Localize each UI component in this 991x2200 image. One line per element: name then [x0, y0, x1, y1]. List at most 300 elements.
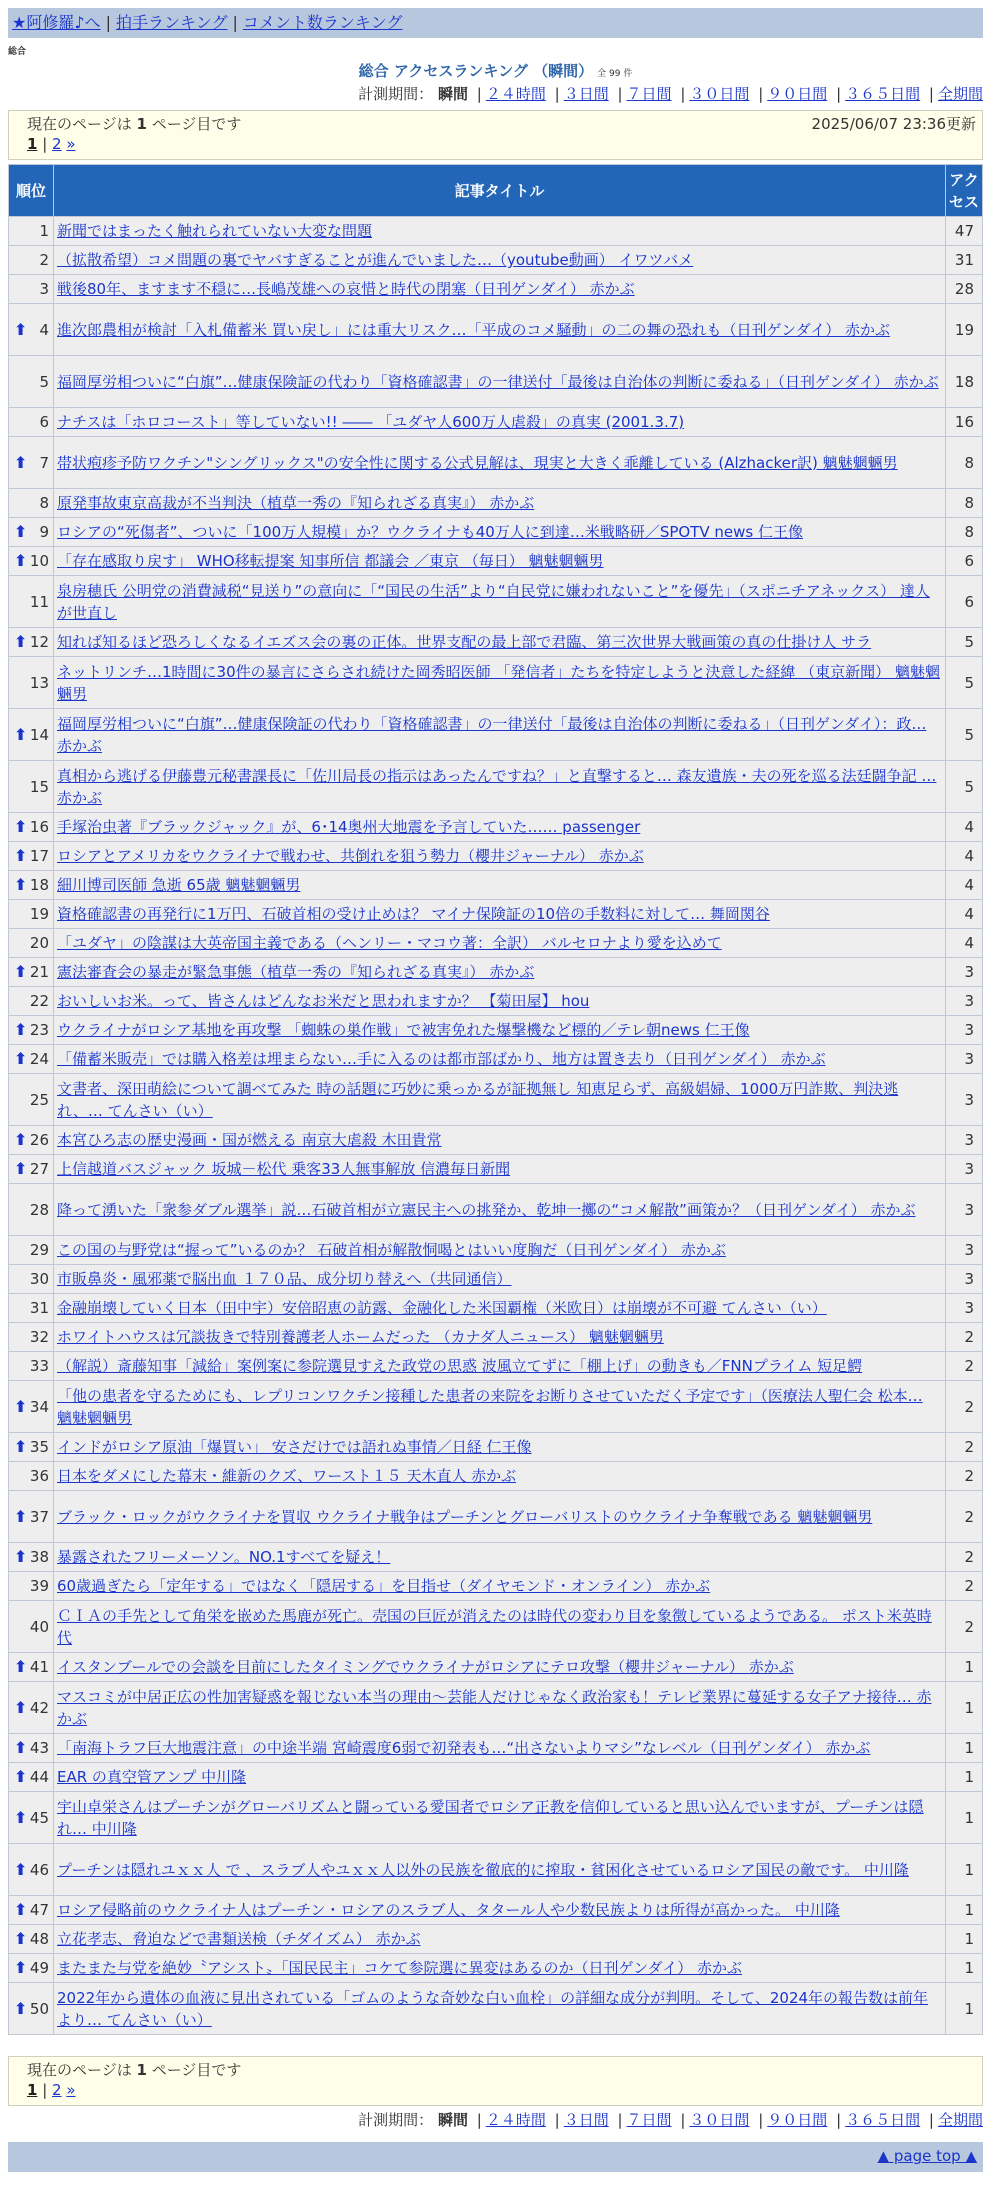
- title-cell: [54, 1045, 946, 1074]
- rank-number: 17: [29, 847, 49, 865]
- article-link[interactable]: 福岡厚労相ついに“白旗”…健康保険証の代わり「資格確認書」の一律送付「最後は自治体の判断に委ねる」（日刊ゲンダイ） 赤かぶ: [57, 372, 939, 391]
- access-count: 1: [946, 1983, 983, 2035]
- period-365d-link[interactable]: ３６５日間: [845, 2111, 921, 2129]
- next-page-link[interactable]: »: [66, 135, 76, 153]
- rank-number: 1: [39, 222, 49, 240]
- access-count: 3: [946, 1126, 983, 1155]
- rank-cell: [9, 518, 54, 547]
- up-arrow-icon: ⬆: [14, 1547, 28, 1566]
- table-row: [9, 657, 983, 709]
- rank-cell: [9, 1184, 54, 1236]
- title-cell: [54, 628, 946, 657]
- access-count: 1: [946, 1734, 983, 1763]
- up-arrow-icon: ⬆: [14, 817, 28, 836]
- up-arrow-icon: ⬆: [14, 1998, 28, 2018]
- access-count: 4: [946, 929, 983, 958]
- title-cell: [54, 842, 946, 871]
- rank-cell: [9, 1844, 54, 1896]
- rank-cell: [9, 1236, 54, 1265]
- rank-cell: [9, 958, 54, 987]
- title-cell: [54, 408, 946, 437]
- title-cell: [54, 547, 946, 576]
- up-arrow-icon: ⬆: [14, 875, 28, 894]
- clap-ranking-link[interactable]: 拍手ランキング: [115, 13, 228, 32]
- period-24h-link[interactable]: ２４時間: [485, 2111, 546, 2129]
- rank-cell: [9, 1265, 54, 1294]
- rank-number: 10: [29, 552, 49, 570]
- page-top-link[interactable]: ▲ page top ▲: [877, 2147, 977, 2165]
- access-count: 5: [946, 657, 983, 709]
- title-cell: [54, 1543, 946, 1572]
- article-link[interactable]: またまた与党を絶妙〝アシスト〟「国民民主」コケて参院選に異変はあるのか（日刊ゲンダイ） 赤かぶ: [57, 1959, 743, 1977]
- access-count: 4: [946, 813, 983, 842]
- rank-cell: [9, 1543, 54, 1572]
- article-link[interactable]: 進次郎農相が検討「入札備蓄米 買い戻し」には重大リスク…「平成のコメ騒動」の二の舞の恐れも（日刊ゲンダイ） 赤かぶ: [57, 320, 891, 339]
- table-row: [9, 275, 983, 304]
- ranking-title: [0, 60, 991, 81]
- table-row: [9, 1433, 983, 1462]
- table-row: [9, 1236, 983, 1265]
- access-column-header: アクセス: [946, 165, 983, 217]
- table-row: [9, 1954, 983, 1983]
- period-all-link[interactable]: 全期間: [937, 85, 983, 103]
- table-row: [9, 304, 983, 356]
- rank-cell: [9, 356, 54, 408]
- rank-cell: [9, 1074, 54, 1126]
- article-link[interactable]: 本宮ひろ志の歴史漫画・国が燃える 南京大虐殺 木田貴常: [57, 1131, 442, 1149]
- rank-number: 18: [29, 876, 49, 894]
- up-arrow-icon: ⬆: [14, 1738, 28, 1757]
- article-link[interactable]: プーチンは隠れユｘｘ人 で 、スラブ人やユｘｘ人以外の民族を徹底的に搾取・貧困化させているロシア国民の敵です。 中川隆: [57, 1860, 909, 1879]
- article-link[interactable]: （拡散希望）コメ問題の裏でヤバすぎることが進んでいました…（youtube動画） イワツバメ: [57, 251, 694, 269]
- page-status: 現在のページは 1 ページ目です: [27, 115, 242, 133]
- access-count: 16: [946, 408, 983, 437]
- article-link[interactable]: 手塚治虫著『ブラックジャック』が、6･14奥州大地震を予言していた…… passenger: [57, 818, 641, 836]
- article-link[interactable]: 福岡厚労相ついに“白旗”…健康保険証の代わり「資格確認書」の一律送付「最後は自治体の判断に委ねる」（日刊ゲンダイ）：政… 赤かぶ: [57, 714, 927, 755]
- page-2-link[interactable]: 2: [52, 2081, 62, 2099]
- rank-cell: [9, 628, 54, 657]
- title-cell: [54, 576, 946, 628]
- article-link[interactable]: （解説）斎藤知事「減給」案例案に参院選見すえた政党の思惑 波風立てずに「棚上げ」の動きも／FNNプライム 短足鰐: [57, 1357, 863, 1375]
- title-cell: [54, 1572, 946, 1601]
- title-cell: [54, 1265, 946, 1294]
- table-row: [9, 246, 983, 275]
- access-count: 6: [946, 576, 983, 628]
- article-link[interactable]: 細川博司医師 急逝 65歳 魑魅魍魎男: [57, 876, 301, 894]
- period-label: 計測期間：: [358, 2111, 434, 2129]
- title-cell: [54, 657, 946, 709]
- article-link[interactable]: インドがロシア原油「爆買い」 安さだけでは語れぬ事情／日経 仁王像: [57, 1438, 532, 1456]
- access-count: 1: [946, 1896, 983, 1925]
- title-cell: [54, 1491, 946, 1543]
- page-2-link[interactable]: 2: [52, 135, 62, 153]
- article-link[interactable]: ナチスは「ホロコースト」等していない!! ―― 「ユダヤ人600万人虐殺」の真実 (2001.3.7): [57, 413, 685, 431]
- article-link[interactable]: 降って湧いた「衆参ダブル選挙」説…石破首相が立憲民主への挑発か、乾坤一擲の“コメ解散”画策か？（日刊ゲンダイ） 赤かぶ: [57, 1200, 916, 1219]
- rank-cell: [9, 657, 54, 709]
- period-365d-link[interactable]: ３６５日間: [845, 85, 921, 103]
- up-arrow-icon: ⬆: [14, 1767, 28, 1786]
- access-count: 3: [946, 1074, 983, 1126]
- access-count: 3: [946, 1265, 983, 1294]
- article-link[interactable]: 「備蓄米販売」では購入格差は埋まらない…手に入るのは都市部ばかり、地方は置き去り（日刊ゲンダイ） 赤かぶ: [57, 1050, 826, 1068]
- rank-number: 46: [29, 1860, 49, 1879]
- up-arrow-icon: ⬆: [14, 1159, 28, 1178]
- article-link[interactable]: 真相から逃げる伊藤豊元秘書課長に「佐川局長の指示はあったんですね？」と直撃すると… 森友遺族・夫の死を巡る法廷闘争記 … 赤かぶ: [57, 766, 937, 807]
- title-cell: [54, 1236, 946, 1265]
- article-link[interactable]: 「他の患者を守るためにも、レプリコンワクチン接種した患者の来院をお断りさせていただく予定です」（医療法人聖仁会 松本… 魑魅魍魎男: [57, 1386, 923, 1427]
- up-arrow-icon: ⬆: [14, 1049, 28, 1068]
- access-count: 4: [946, 871, 983, 900]
- article-link[interactable]: 文書者、深田萌絵について調べてみた 時の話題に巧妙に乗っかるが証拠無し 知恵足らず、高級娼婦、1000万円詐欺、判決逃れ、… てんさい（い）: [57, 1079, 899, 1120]
- rank-cell: [9, 1734, 54, 1763]
- rank-number: 25: [29, 1090, 49, 1109]
- table-row: [9, 1016, 983, 1045]
- rank-cell: [9, 217, 54, 246]
- access-count: 1: [946, 1653, 983, 1682]
- rank-number: 30: [29, 1270, 49, 1288]
- title-cell: [54, 1323, 946, 1352]
- rank-number: 23: [29, 1021, 49, 1039]
- period-90d-link[interactable]: ９０日間: [767, 2111, 828, 2129]
- period-7d-link[interactable]: ７日間: [626, 85, 672, 103]
- rank-cell: [9, 1983, 54, 2035]
- up-arrow-icon: ⬆: [14, 1900, 28, 1919]
- rank-cell: [9, 547, 54, 576]
- up-arrow-icon: ⬆: [14, 846, 28, 865]
- title-cell: [54, 1653, 946, 1682]
- rank-number: 27: [29, 1160, 49, 1178]
- article-link[interactable]: 戦後80年、ますます不穏に…長嶋茂雄への哀惜と時代の閉塞（日刊ゲンダイ） 赤かぶ: [57, 280, 635, 298]
- period-selector-top: 計測期間： 瞬間 | ２４時間 | ３日間 | ７日間 | ３０日間 | ９０日間 | ３６５日間 | 全期間: [358, 85, 983, 103]
- article-link[interactable]: 日本をダメにした幕末・維新のクズ、ワースト１５ 天木直人 赤かぶ: [57, 1467, 517, 1485]
- title-cell: [54, 1844, 946, 1896]
- next-page-link[interactable]: »: [66, 2081, 76, 2099]
- access-count: 2: [946, 1543, 983, 1572]
- rank-cell: [9, 576, 54, 628]
- rank-cell: [9, 1491, 54, 1543]
- rank-number: 43: [29, 1739, 49, 1757]
- table-row: [9, 900, 983, 929]
- table-row: [9, 437, 983, 489]
- article-link[interactable]: 金融崩壊していく日本（田中宇）安倍昭恵の訪露、金融化した米国覇権（米欧日）は崩壊が不可避 てんさい（い）: [57, 1299, 827, 1317]
- article-link[interactable]: 知れば知るほど恐ろしくなるイエズス会の裏の正体。世界支配の最上部で君臨、第三次世界大戦画策の真の仕掛け人 サラ: [57, 633, 872, 651]
- access-count: 3: [946, 1184, 983, 1236]
- rank-cell: [9, 813, 54, 842]
- title-cell: [54, 709, 946, 761]
- table-row: [9, 842, 983, 871]
- access-count: 31: [946, 246, 983, 275]
- rank-cell: [9, 1294, 54, 1323]
- access-count: 3: [946, 1155, 983, 1184]
- table-row: [9, 1462, 983, 1491]
- page-1-current: 1: [27, 135, 38, 153]
- article-link[interactable]: 市販鼻炎・風邪薬で脳出血 １７０品、成分切り替えへ（共同通信）: [57, 1270, 512, 1288]
- rank-number: 6: [39, 413, 49, 431]
- rank-number: 32: [29, 1328, 49, 1346]
- rank-cell: [9, 1352, 54, 1381]
- article-link[interactable]: ウクライナがロシア基地を再攻撃 「蜘蛛の巣作戦」で被害免れた爆撃機など標的／テレ朝news 仁王像: [57, 1021, 750, 1039]
- rank-cell: [9, 304, 54, 356]
- article-link[interactable]: 憲法審査会の暴走が緊急事態（植草一秀の『知られざる真実』） 赤かぶ: [57, 963, 535, 981]
- rank-number: 41: [29, 1658, 49, 1676]
- rank-cell: [9, 1792, 54, 1844]
- article-link[interactable]: 原発事故東京高裁が不当判決（植草一秀の『知られざる真実』） 赤かぶ: [57, 494, 535, 512]
- up-arrow-icon: ⬆: [14, 1859, 28, 1879]
- rank-cell: [9, 1601, 54, 1653]
- article-link[interactable]: この国の与野党は“握って”いるのか？ 石破首相が解散恫喝とはいい度胸だ（日刊ゲンダイ） 赤かぶ: [57, 1241, 726, 1259]
- table-row: [9, 929, 983, 958]
- table-row: [9, 217, 983, 246]
- article-link[interactable]: 「存在感取り戻す」 WHO移転提案 知事所信 都議会 ／東京 （毎日） 魑魅魍魎男: [57, 552, 604, 570]
- rank-number: 31: [29, 1299, 49, 1317]
- title-cell: [54, 987, 946, 1016]
- title-cell: [54, 958, 946, 987]
- page-status: 現在のページは 1 ページ目です: [27, 2061, 242, 2079]
- home-link[interactable]: ★阿修羅♪へ: [12, 13, 101, 32]
- article-link[interactable]: 帯状疱疹予防ワクチン"シングリックス"の安全性に関する公式見解は、現実と大きく乖離している (Alzhacker訳) 魑魅魍魎男: [57, 453, 898, 472]
- rank-number: 19: [29, 905, 49, 923]
- ranking-table: [8, 164, 983, 2035]
- total-count: 全 99 件: [597, 69, 633, 79]
- table-row: [9, 408, 983, 437]
- page-1-current: 1: [27, 2081, 38, 2099]
- title-cell: [54, 489, 946, 518]
- table-row: [9, 1045, 983, 1074]
- up-arrow-icon: ⬆: [14, 1657, 28, 1676]
- table-row: [9, 1323, 983, 1352]
- title-cell: [54, 518, 946, 547]
- period-90d-link[interactable]: ９０日間: [767, 85, 828, 103]
- title-cell: [54, 1734, 946, 1763]
- title-cell: [54, 275, 946, 304]
- ranking-title-text: 総合 アクセスランキング （瞬間）: [358, 62, 594, 80]
- article-link[interactable]: 宇山卓栄さんはプーチンがグローバリズムと闘っている愛国者でロシア正教を信仰していると思い込んでいますが、プーチンは隠れ… 中川隆: [57, 1797, 924, 1838]
- title-cell: [54, 929, 946, 958]
- up-arrow-icon: ⬆: [14, 632, 28, 651]
- title-cell: [54, 1074, 946, 1126]
- article-link[interactable]: 60歳過ぎたら「定年する」ではなく「隠居する」を目指せ（ダイヤモンド・オンライン） 赤かぶ: [57, 1577, 711, 1595]
- pagination: 1 | 2 »: [27, 2081, 76, 2099]
- article-link[interactable]: おいしいお米。って、皆さんはどんなお米だと思われますか？ 【菊田屋】 hou: [57, 992, 590, 1010]
- article-link[interactable]: 暴露されたフリーメーソン。NO.1すべてを疑え！: [57, 1548, 391, 1566]
- title-cell: [54, 246, 946, 275]
- table-row: [9, 1792, 983, 1844]
- rank-number: 21: [29, 963, 49, 981]
- rank-cell: [9, 1682, 54, 1734]
- access-count: 8: [946, 518, 983, 547]
- article-link[interactable]: マスコミが中居正広の性加害疑惑を報じない本当の理由～芸能人だけじゃなく政治家も！テレビ業界に蔓延する女子アナ接待… 赤かぶ: [57, 1687, 932, 1728]
- rank-number: 36: [29, 1467, 49, 1485]
- table-row: [9, 1381, 983, 1433]
- rank-number: 47: [29, 1901, 49, 1919]
- access-count: 3: [946, 987, 983, 1016]
- up-arrow-icon: ⬆: [14, 1130, 28, 1149]
- rank-cell: [9, 1653, 54, 1682]
- rank-number: 45: [29, 1808, 49, 1827]
- access-count: 1: [946, 1925, 983, 1954]
- rank-number: 11: [29, 592, 49, 611]
- rank-number: 40: [29, 1617, 49, 1636]
- article-link[interactable]: 立花孝志、脅迫などで書類送検（チダイズム） 赤かぶ: [57, 1930, 421, 1948]
- rank-number: 5: [39, 372, 49, 391]
- access-count: 3: [946, 1045, 983, 1074]
- period-3d-link[interactable]: ３日間: [563, 85, 609, 103]
- rank-number: 9: [39, 523, 49, 541]
- table-row: [9, 871, 983, 900]
- title-cell: [54, 1896, 946, 1925]
- access-count: 8: [946, 437, 983, 489]
- rank-cell: [9, 1155, 54, 1184]
- access-count: 8: [946, 489, 983, 518]
- title-cell: [54, 1682, 946, 1734]
- title-cell: [54, 871, 946, 900]
- rank-cell: [9, 489, 54, 518]
- access-count: 6: [946, 547, 983, 576]
- rank-cell: [9, 408, 54, 437]
- period-7d-link[interactable]: ７日間: [626, 2111, 672, 2129]
- access-count: 2: [946, 1381, 983, 1433]
- rank-number: 34: [29, 1397, 49, 1416]
- rank-number: 35: [29, 1438, 49, 1456]
- access-count: 5: [946, 709, 983, 761]
- rank-number: 15: [29, 777, 49, 796]
- article-link[interactable]: ＣＩＡの手先として角栄を嵌めた馬鹿が死亡。売国の巨匠が消えたのは時代の変わり目を象徴しているようである。 ポスト米英時代: [57, 1606, 932, 1647]
- period-all-link[interactable]: 全期間: [937, 2111, 983, 2129]
- rank-cell: [9, 1572, 54, 1601]
- rank-cell: [9, 1896, 54, 1925]
- table-row: [9, 1572, 983, 1601]
- period-30d-link[interactable]: ３０日間: [689, 85, 750, 103]
- article-link[interactable]: 「南海トラフ巨大地震注意」の中途半端 宮崎震度6弱で初発表も…“出さないよりマシ”なレベル（日刊ゲンダイ） 赤かぶ: [57, 1739, 871, 1757]
- article-link[interactable]: イスタンブールでの会談を目前にしたタイミングでウクライナがロシアにテロ攻撃（櫻井ジャーナル） 赤かぶ: [57, 1658, 794, 1676]
- title-cell: [54, 1792, 946, 1844]
- up-arrow-icon: ⬆: [14, 1958, 28, 1977]
- access-count: 4: [946, 842, 983, 871]
- rank-cell: [9, 246, 54, 275]
- rank-number: 14: [29, 725, 49, 744]
- table-row: [9, 813, 983, 842]
- title-cell: [54, 1462, 946, 1491]
- rank-number: 48: [29, 1930, 49, 1948]
- title-cell: [54, 1294, 946, 1323]
- title-column-header: 記事タイトル: [54, 165, 946, 217]
- table-row: [9, 1844, 983, 1896]
- article-link[interactable]: ホワイトハウスは冗談抜きで特別養護老人ホームだった （カナダ人ニュース） 魑魅魍魎男: [57, 1328, 664, 1346]
- article-link[interactable]: ネットリンチ…1時間に30件の暴言にさらされ続けた岡秀昭医師 「発信者」たちを特定しようと決意した経緯 （東京新聞） 魑魅魍魎男: [57, 662, 940, 703]
- rank-number: 37: [29, 1507, 49, 1526]
- table-row: [9, 1294, 983, 1323]
- table-row: [9, 518, 983, 547]
- table-row: [9, 1155, 983, 1184]
- table-row: [9, 1265, 983, 1294]
- pagination: 1 | 2 »: [27, 135, 76, 153]
- rank-number: 24: [29, 1050, 49, 1068]
- rank-cell: [9, 871, 54, 900]
- period-24h-link[interactable]: ２４時間: [485, 85, 546, 103]
- rank-number: 3: [39, 280, 49, 298]
- title-cell: [54, 900, 946, 929]
- access-count: 18: [946, 356, 983, 408]
- table-row: [9, 1682, 983, 1734]
- rank-cell: [9, 1016, 54, 1045]
- article-link[interactable]: ロシアとアメリカをウクライナで戦わせ、共倒れを狙う勢力（櫻井ジャーナル） 赤かぶ: [57, 847, 644, 865]
- title-cell: [54, 1601, 946, 1653]
- title-cell: [54, 217, 946, 246]
- period-current: 瞬間: [437, 2111, 468, 2129]
- rank-cell: [9, 1126, 54, 1155]
- rank-number: 38: [29, 1548, 49, 1566]
- period-3d-link[interactable]: ３日間: [563, 2111, 609, 2129]
- up-arrow-icon: ⬆: [14, 1396, 28, 1416]
- access-count: 2: [946, 1491, 983, 1543]
- title-cell: [54, 1184, 946, 1236]
- table-row: [9, 1896, 983, 1925]
- article-link[interactable]: 新聞ではまったく触れられていない大変な問題: [57, 222, 373, 240]
- title-cell: [54, 1352, 946, 1381]
- access-count: 1: [946, 1792, 983, 1844]
- up-arrow-icon: ⬆: [14, 1697, 28, 1717]
- rank-number: 20: [29, 934, 49, 952]
- title-cell: [54, 1016, 946, 1045]
- article-link[interactable]: ブラック・ロックがウクライナを買収 ウクライナ戦争はプーチンとグローバリストのウクライナ争奪戦である 魑魅魍魎男: [57, 1507, 873, 1526]
- top-navigation: [8, 8, 983, 38]
- table-row: [9, 1543, 983, 1572]
- article-link[interactable]: ロシアの“死傷者”、ついに「100万人規模」か？ウクライナも40万人に到達…米戦略研／SPOTV news 仁王像: [57, 523, 803, 541]
- article-link[interactable]: 泉房穂氏 公明党の消費減税“見送り”の意向に「“国民の生活”より“自民党に嫌われないこと”を優先」（スポニチアネックス） 達人が世直し: [57, 581, 930, 622]
- rank-cell: [9, 1381, 54, 1433]
- table-row: [9, 1925, 983, 1954]
- rank-number: 16: [29, 818, 49, 836]
- table-row: [9, 1352, 983, 1381]
- article-link[interactable]: 「ユダヤ」の陰謀は大英帝国主義である（ヘンリー・マコウ著：全訳） バルセロナより愛を込めて: [57, 934, 722, 952]
- table-row: [9, 1491, 983, 1543]
- up-arrow-icon: ⬆: [14, 522, 28, 541]
- article-link[interactable]: 上信越道バスジャック 坂城－松代 乗客33人無事解放 信濃毎日新聞: [57, 1160, 511, 1178]
- up-arrow-icon: ⬆: [14, 1807, 28, 1827]
- up-arrow-icon: ⬆: [14, 724, 28, 744]
- rank-number: 7: [39, 453, 49, 472]
- rank-cell: [9, 761, 54, 813]
- article-link[interactable]: 資格確認書の再発行に1万円、石破首相の受け止めは？ マイナ保険証の10倍の手数料に対して… 舞岡関谷: [57, 905, 770, 923]
- rank-number: 2: [39, 251, 49, 269]
- period-30d-link[interactable]: ３０日間: [689, 2111, 750, 2129]
- up-arrow-icon: ⬆: [14, 1506, 28, 1526]
- rank-number: 49: [29, 1959, 49, 1977]
- title-cell: [54, 1126, 946, 1155]
- rank-cell: [9, 1045, 54, 1074]
- rank-number: 22: [29, 992, 49, 1010]
- article-link[interactable]: ロシア侵略前のウクライナ人はプーチン・ロシアのスラブ人、タタール人や少数民族よりは所得が高かった。 中川隆: [57, 1901, 840, 1919]
- separator: |: [105, 13, 111, 32]
- access-count: 2: [946, 1601, 983, 1653]
- rank-number: 4: [39, 320, 49, 339]
- rank-column-header: 順位: [9, 165, 54, 217]
- article-link[interactable]: 2022年から遺体の血液に見出されている「ゴムのような奇妙な白い血栓」の詳細な成分が判明。そして、2024年の報告数は前年より… てんさい（い）: [57, 1988, 929, 2029]
- rank-number: 39: [29, 1577, 49, 1595]
- title-cell: [54, 437, 946, 489]
- rank-cell: [9, 1433, 54, 1462]
- title-cell: [54, 1983, 946, 2035]
- table-row: [9, 1734, 983, 1763]
- rank-number: 12: [29, 633, 49, 651]
- title-cell: [54, 1381, 946, 1433]
- section-label: 総合: [8, 47, 27, 57]
- article-link[interactable]: EAR の真空管アンプ 中川隆: [57, 1768, 247, 1786]
- comment-ranking-link[interactable]: コメント数ランキング: [242, 13, 403, 32]
- up-arrow-icon: ⬆: [14, 1020, 28, 1039]
- title-cell: [54, 356, 946, 408]
- table-row: [9, 1653, 983, 1682]
